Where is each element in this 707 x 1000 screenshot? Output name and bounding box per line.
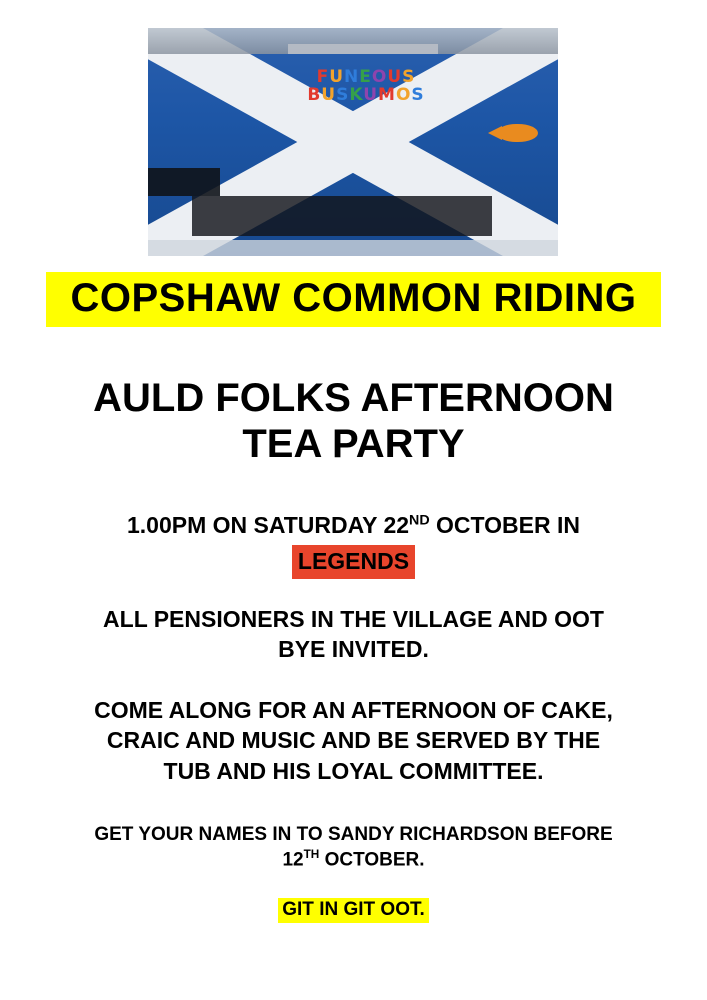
invitation-line-1: ALL PENSIONERS IN THE VILLAGE AND OOT [103, 606, 604, 632]
description-line-2: CRAIC AND MUSIC AND BE SERVED BY THE [106, 727, 601, 754]
rsvp-day: 12 [282, 849, 304, 871]
page-title: COPSHAW COMMON RIDING [46, 272, 661, 327]
event-headline [40, 375, 667, 468]
event-datetime-suffix: OCTOBER IN [429, 512, 581, 538]
banner-line-1: FUNEOUS [316, 67, 416, 88]
description-text [40, 695, 667, 786]
colourful-letters-banner [276, 56, 456, 118]
description-line-3: TUB AND HIS LOYAL COMMITTEE. [163, 757, 544, 784]
event-datetime-prefix: 1.00PM ON SATURDAY 22 [126, 512, 410, 538]
photo-bottom-edge [148, 240, 558, 256]
photo-dark-patch-bottom [192, 196, 492, 236]
rsvp-line-2 [40, 847, 667, 872]
event-datetime [40, 510, 667, 579]
invitation-line-2: BYE INVITED. [278, 636, 429, 663]
bunting-strip [288, 44, 438, 54]
rsvp-text [40, 822, 667, 872]
event-headline-line-2: TEA PARTY [242, 422, 465, 467]
closing-slogan-text: GIT IN GIT OOT. [278, 898, 429, 923]
rsvp-day-ordinal: TH [303, 848, 320, 862]
rsvp-line-1: GET YOUR NAMES IN TO SANDY RICHARDSON BEFORE [94, 824, 613, 845]
event-headline-line-1: AULD FOLKS AFTERNOON [93, 376, 614, 420]
scottish-saltire-flag-photo [148, 28, 558, 256]
description-line-1: COME ALONG FOR AN AFTERNOON OF CAKE, [94, 697, 613, 723]
rsvp-month: OCTOBER. [319, 849, 425, 871]
photo-dark-patch-left [148, 168, 220, 196]
fish-icon [488, 120, 544, 146]
event-date-ordinal: ND [409, 512, 430, 529]
venue-name: LEGENDS [292, 545, 415, 579]
closing-slogan [0, 898, 707, 923]
invitation-text [40, 604, 667, 665]
banner-line-2: BUSKUMOS [307, 85, 425, 105]
